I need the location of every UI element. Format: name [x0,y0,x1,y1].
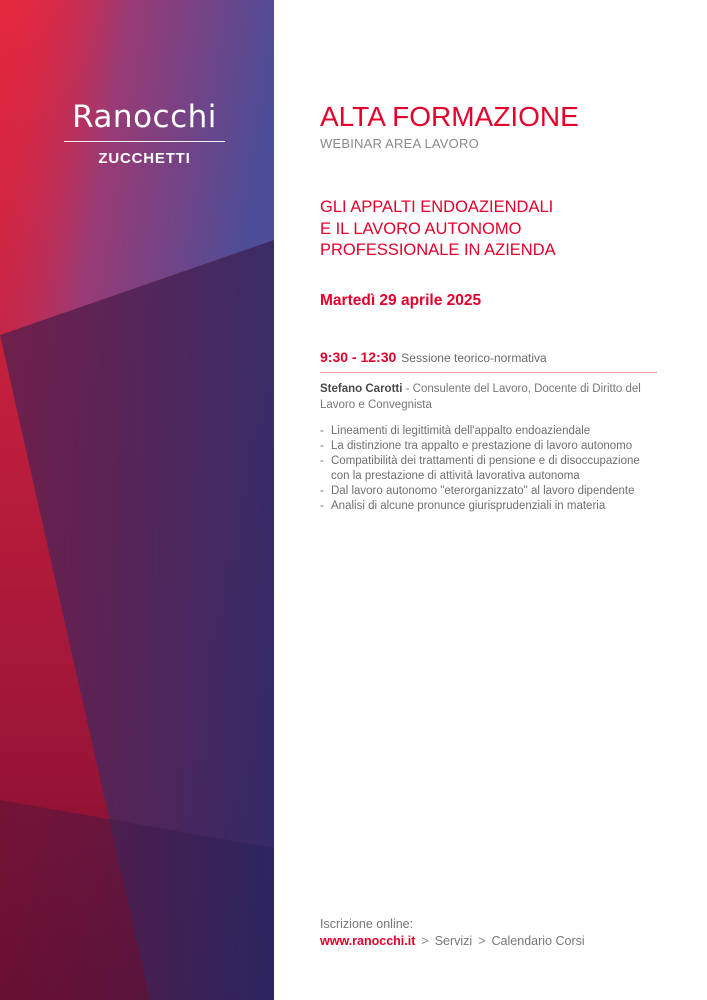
topic-text: La distinzione tra appalto e prestazione di lavoro autonomo [331,440,633,452]
services-link[interactable]: Servizi [434,934,473,948]
logo-subtitle: ZUCCHETTI [98,150,191,167]
course-calendar-link[interactable]: Calendario Corsi [491,934,585,948]
list-item [320,454,657,484]
session-row [320,347,657,373]
topic-text: Lineamenti di legittimità dell'appalto endoaziendale [331,425,591,437]
course-title-line-2: E IL LAVORO AUTONOMO [320,219,522,238]
breadcrumb-separator: > [421,934,429,948]
dash-bullet: - [320,485,324,497]
course-title-line-1: GLI APPALTI ENDOAZIENDALI [320,198,554,216]
dash-bullet: - [320,500,324,512]
breadcrumb-separator: > [478,934,486,948]
topics-list [320,424,657,514]
logo-wordmark: Ranocchi [72,99,217,135]
speaker-info [320,382,657,413]
footer-links [320,934,585,948]
dash-bullet: - [320,440,324,452]
list-item [320,439,657,454]
list-item [320,499,657,514]
logo-divider [64,141,225,142]
brand-logo [64,100,225,167]
topic-text: Dal lavoro autonomo "eterorganizzato" al lavoro dipendente [331,485,635,497]
footer-label: Iscrizione online: [320,917,414,931]
course-title-line-3: PROFESSIONALE IN AZIENDA [320,241,556,259]
speaker-name: Stefano Carotti [320,383,403,395]
course-date: Martedì 29 aprile 2025 [320,292,482,309]
dash-bullet: - [320,425,324,437]
speaker-role: - Consulente del Lavoro, Docente di Diritto del Lavoro e Convegnista [320,383,641,411]
session-description: Sessione teorico-normativa [401,351,547,365]
website-link[interactable]: www.ranocchi.it [320,934,416,948]
topic-text: Compatibilità dei trattamenti di pensione e di disoccupazione con la prestazione di attività lavorativa autonoma [331,455,640,482]
page-title: ALTA FORMAZIONE [320,101,579,132]
session-time: 9:30 - 12:30 [320,349,397,365]
list-item [320,484,657,499]
page-subtitle: WEBINAR AREA LAVORO [320,136,479,151]
dash-bullet: - [320,455,324,467]
course-title [320,197,556,262]
footer [320,917,585,948]
topic-text: Analisi di alcune pronunce giurisprudenziali in materia [331,500,606,512]
list-item [320,424,657,439]
sidebar-panel [0,0,274,1000]
